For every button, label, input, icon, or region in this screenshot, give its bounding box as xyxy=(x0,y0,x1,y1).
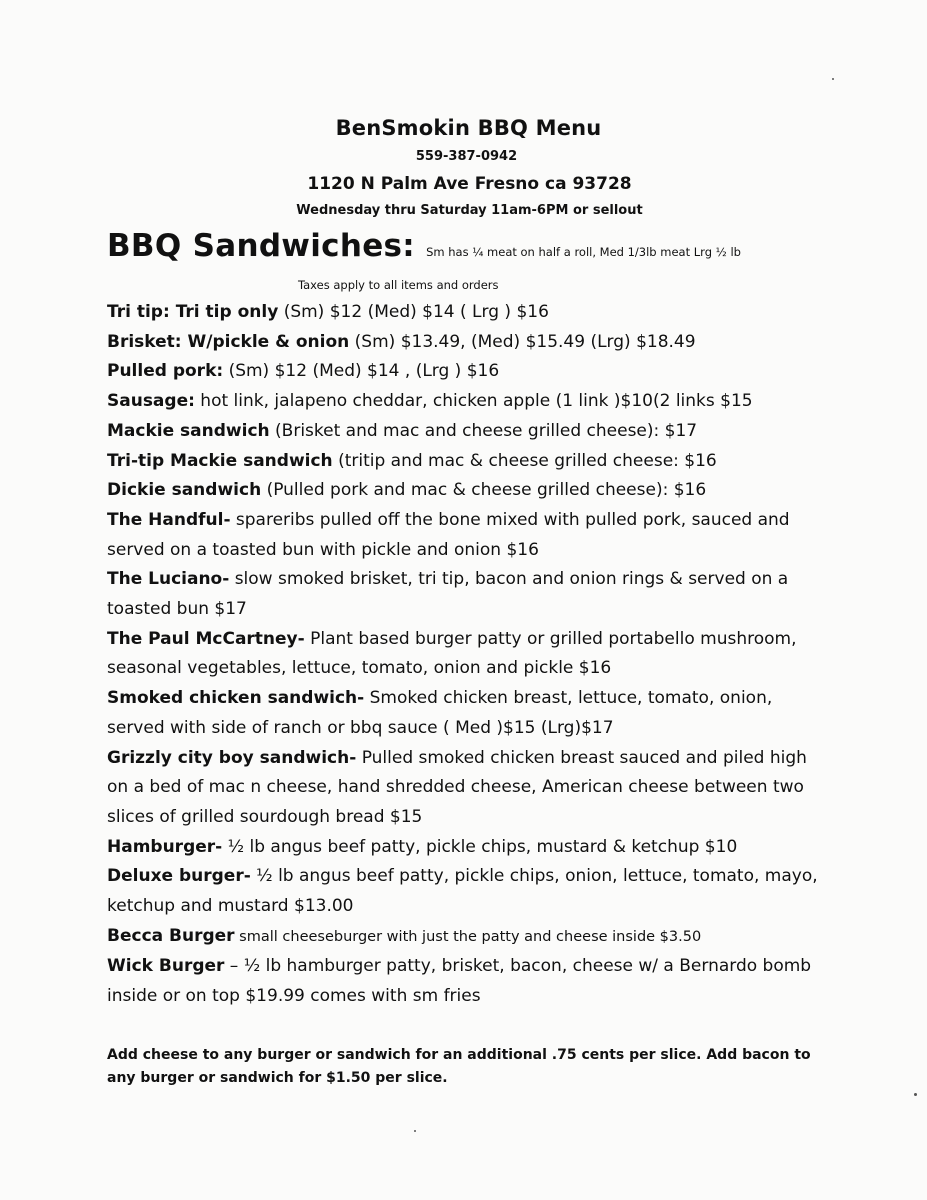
item-description: (Brisket and mac and cheese grilled cheese): $17 xyxy=(269,420,698,441)
item-name: Dickie sandwich xyxy=(107,480,262,501)
item-name: Tri-tip Mackie sandwich xyxy=(107,450,333,471)
menu-item xyxy=(107,417,827,447)
item-description: (tritip and mac & cheese grilled cheese: $16 xyxy=(332,450,717,471)
item-name: Becca Burger xyxy=(107,925,235,946)
section-heading xyxy=(107,228,741,264)
phone-number: 559-387-0942 xyxy=(415,149,518,164)
menu-item xyxy=(107,952,827,1011)
item-name: Smoked chicken sandwich- xyxy=(107,688,365,709)
menu-item xyxy=(107,565,827,624)
item-description: spareribs pulled off the bone mixed with pulled pork, sauced and served on a toasted bun with pickle and onion $16 xyxy=(107,509,790,560)
item-name: Brisket: W/pickle & onion xyxy=(107,331,350,352)
menu-item xyxy=(107,833,827,863)
item-description: small cheeseburger with just the patty and cheese inside $3.50 xyxy=(234,928,702,945)
menu-item xyxy=(107,862,827,921)
item-description: (Sm) $12 (Med) $14 ( Lrg ) $16 xyxy=(278,302,549,322)
item-description: Smoked chicken breast, lettuce, tomato, onion, served with side of ranch or bbq sauce ( Med )$15 (Lrg)$17 xyxy=(107,688,773,738)
item-name: Deluxe burger- xyxy=(107,866,251,887)
menu-item xyxy=(107,625,827,684)
item-description: – ½ lb hamburger patty, brisket, bacon, cheese w/ a Bernardo bomb inside or on top $19.99 comes with sm fries xyxy=(107,956,812,1007)
address: 1120 N Palm Ave Fresno ca 93728 xyxy=(307,174,632,194)
item-name: Sausage: xyxy=(107,391,195,412)
menu-item xyxy=(107,328,827,358)
item-name: Grizzly city boy sandwich- xyxy=(107,747,357,768)
item-description: ½ lb angus beef patty, pickle chips, onion, lettuce, tomato, mayo, ketchup and mustard $13.00 xyxy=(107,866,818,917)
menu-item xyxy=(107,684,827,743)
item-description: (Sm) $12 (Med) $14 , (Lrg ) $16 xyxy=(223,361,500,382)
item-name: Wick Burger xyxy=(107,956,225,977)
item-name: Tri tip: Tri tip only xyxy=(107,302,279,322)
item-name: Mackie sandwich xyxy=(107,420,270,441)
menu-item xyxy=(107,506,827,565)
item-description: hot link, jalapeno cheddar, chicken apple (1 link )$10(2 links $15 xyxy=(194,391,753,412)
item-description: (Pulled pork and mac & cheese grilled cheese): $16 xyxy=(261,480,707,501)
section-title: BBQ Sandwiches: xyxy=(107,228,415,264)
scan-speck xyxy=(914,1093,917,1096)
item-description: (Sm) $13.49, (Med) $15.49 (Lrg) $18.49 xyxy=(349,331,696,352)
item-name: Pulled pork: xyxy=(107,361,224,382)
menu-item xyxy=(107,447,827,477)
business-hours: Wednesday thru Saturday 11am-6PM or sellout xyxy=(296,203,643,218)
item-description: Pulled smoked chicken breast sauced and piled high on a bed of mac n cheese, hand shredded cheese, American cheese between two slices of grilled sourdough bread $15 xyxy=(107,747,807,827)
menu-item xyxy=(107,744,827,833)
menu-item xyxy=(107,922,827,953)
item-name: The Handful- xyxy=(107,509,231,530)
item-name: The Luciano- xyxy=(107,569,230,590)
item-name: The Paul McCartney- xyxy=(107,628,305,649)
scan-speck xyxy=(414,1130,416,1132)
size-note: Sm has ¼ meat on half a roll, Med 1/3lb meat Lrg ½ lb xyxy=(426,245,741,259)
item-description: slow smoked brisket, tri tip, bacon and onion rings & served on a toasted bun $17 xyxy=(107,569,789,620)
scan-speck xyxy=(832,78,834,80)
menu-item xyxy=(107,476,827,506)
add-ons-note: Add cheese to any burger or sandwich for an additional .75 cents per slice. Add bacon to any burger or sandwich for $1.50 per slice. xyxy=(107,1047,811,1086)
menu-title: BenSmokin BBQ Menu xyxy=(335,116,602,140)
menu-item xyxy=(107,357,827,387)
menu-items-list xyxy=(107,298,827,1012)
tax-note: Taxes apply to all items and orders xyxy=(298,278,499,292)
item-description: ½ lb angus beef patty, pickle chips, mustard & ketchup $10 xyxy=(222,836,738,857)
menu-item xyxy=(107,298,827,328)
menu-item xyxy=(107,387,827,417)
item-description: Plant based burger patty or grilled portabello mushroom, seasonal vegetables, lettuce, tomato, onion and pickle $16 xyxy=(107,628,797,679)
item-name: Hamburger- xyxy=(107,836,223,857)
